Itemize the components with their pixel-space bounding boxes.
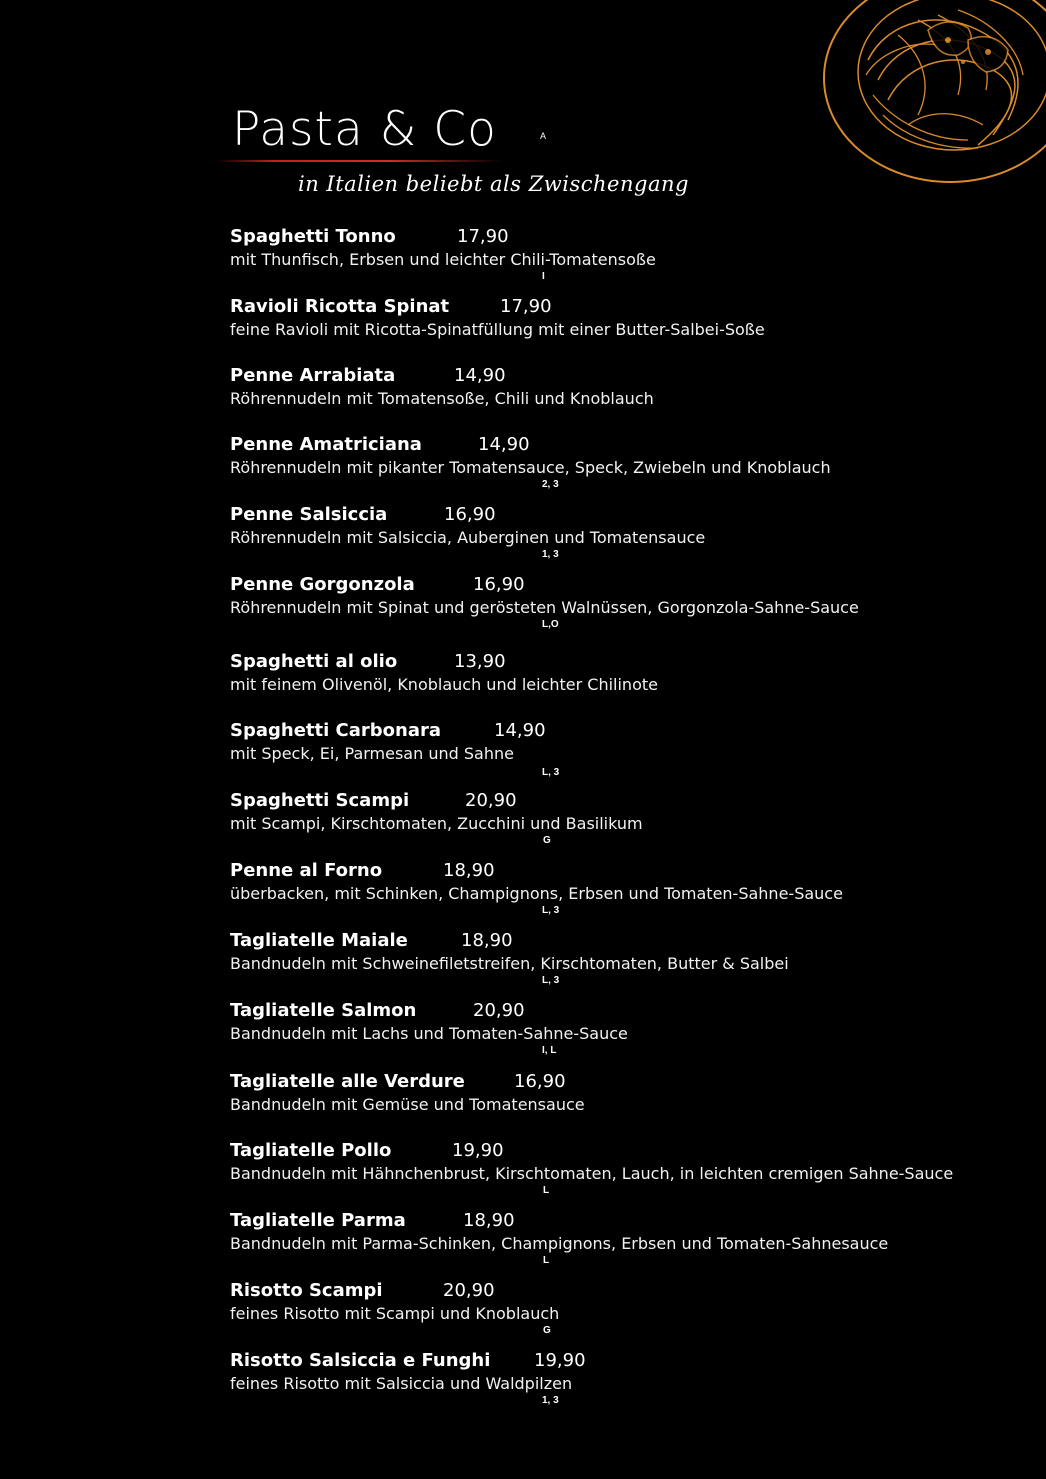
item-name: Tagliatelle Salmon: [230, 1000, 417, 1021]
item-description: Bandnudeln mit Hähnchenbrust, Kirschtomaten, Lauch, in leichten cremigen Sahne-Sauce: [230, 1164, 954, 1183]
item-allergens: L: [543, 1185, 550, 1196]
item-name: Tagliatelle Parma: [230, 1210, 406, 1231]
item-name: Tagliatelle Maiale: [230, 930, 408, 951]
item-allergens: I: [542, 271, 545, 282]
item-price: 16,90: [514, 1071, 566, 1092]
item-price: 14,90: [478, 434, 530, 455]
item-price: 20,90: [465, 790, 517, 811]
item-price: 13,90: [454, 651, 506, 672]
item-price: 18,90: [443, 860, 495, 881]
item-description: feine Ravioli mit Ricotta-Spinatfüllung mit einer Butter-Salbei-Soße: [230, 320, 765, 339]
item-name: Ravioli Ricotta Spinat: [230, 296, 450, 317]
item-name: Spaghetti Scampi: [230, 790, 410, 811]
item-description: feines Risotto mit Salsiccia und Waldpilzen: [230, 1374, 573, 1393]
item-description: überbacken, mit Schinken, Champignons, Erbsen und Tomaten-Sahne-Sauce: [230, 884, 843, 903]
page-title: Pasta & Co: [232, 102, 497, 157]
item-price: 18,90: [463, 1210, 515, 1231]
item-description: Röhrennudeln mit Salsiccia, Auberginen und Tomatensauce: [230, 528, 706, 547]
item-description: mit Speck, Ei, Parmesan und Sahne: [230, 744, 514, 763]
item-name: Penne Amatriciana: [230, 434, 422, 455]
item-allergens: 2, 3: [542, 479, 559, 490]
page-subtitle: in Italien beliebt als Zwischengang: [298, 172, 689, 196]
item-allergens: 1, 3: [542, 1395, 559, 1406]
item-allergens: L: [543, 1255, 550, 1266]
pasta-plate-illustration: [818, 0, 1046, 190]
item-name: Spaghetti Carbonara: [230, 720, 442, 741]
item-description: Röhrennudeln mit Spinat und gerösteten Walnüssen, Gorgonzola-Sahne-Sauce: [230, 598, 859, 617]
item-name: Spaghetti al olio: [230, 651, 398, 672]
item-name: Penne Arrabiata: [230, 365, 396, 386]
item-price: 19,90: [534, 1350, 586, 1371]
item-description: feines Risotto mit Scampi und Knoblauch: [230, 1304, 560, 1323]
title-underline: [216, 160, 504, 162]
item-name: Penne Gorgonzola: [230, 574, 415, 595]
item-price: 16,90: [473, 574, 525, 595]
item-description: Bandnudeln mit Lachs und Tomaten-Sahne-Sauce: [230, 1024, 628, 1043]
item-allergens: L, 3: [542, 975, 560, 986]
item-name: Risotto Scampi: [230, 1280, 383, 1301]
item-price: 17,90: [500, 296, 552, 317]
item-description: mit feinem Olivenöl, Knoblauch und leichter Chilinote: [230, 675, 658, 694]
item-price: 20,90: [443, 1280, 495, 1301]
item-description: Röhrennudeln mit pikanter Tomatensauce, Speck, Zwiebeln und Knoblauch: [230, 458, 831, 477]
item-name: Tagliatelle alle Verdure: [230, 1071, 465, 1092]
item-price: 18,90: [461, 930, 513, 951]
item-name: Penne Salsiccia: [230, 504, 388, 525]
item-price: 20,90: [473, 1000, 525, 1021]
item-description: mit Scampi, Kirschtomaten, Zucchini und Basilikum: [230, 814, 643, 833]
item-allergens: L,O: [542, 619, 559, 630]
item-name: Spaghetti Tonno: [230, 226, 396, 247]
item-allergens: I, L: [542, 1045, 557, 1056]
item-description: Röhrennudeln mit Tomatensoße, Chili und Knoblauch: [230, 389, 654, 408]
item-name: Risotto Salsiccia e Funghi: [230, 1350, 491, 1371]
item-description: mit Thunfisch, Erbsen und leichter Chili-Tomatensoße: [230, 250, 656, 269]
item-allergens: 1, 3: [542, 549, 559, 560]
item-allergens: G: [543, 1325, 551, 1336]
item-allergens: L, 3: [542, 905, 560, 916]
item-price: 19,90: [452, 1140, 504, 1161]
item-price: 17,90: [457, 226, 509, 247]
item-price: 14,90: [494, 720, 546, 741]
item-price: 14,90: [454, 365, 506, 386]
item-allergens: G: [543, 835, 551, 846]
item-price: 16,90: [444, 504, 496, 525]
item-name: Tagliatelle Pollo: [230, 1140, 392, 1161]
item-description: Bandnudeln mit Parma-Schinken, Champignons, Erbsen und Tomaten-Sahnesauce: [230, 1234, 889, 1253]
title-allergen-marker: A: [540, 131, 547, 141]
item-description: Bandnudeln mit Gemüse und Tomatensauce: [230, 1095, 585, 1114]
item-allergens: L, 3: [542, 767, 560, 778]
item-name: Penne al Forno: [230, 860, 383, 881]
item-description: Bandnudeln mit Schweinefiletstreifen, Kirschtomaten, Butter & Salbei: [230, 954, 789, 973]
